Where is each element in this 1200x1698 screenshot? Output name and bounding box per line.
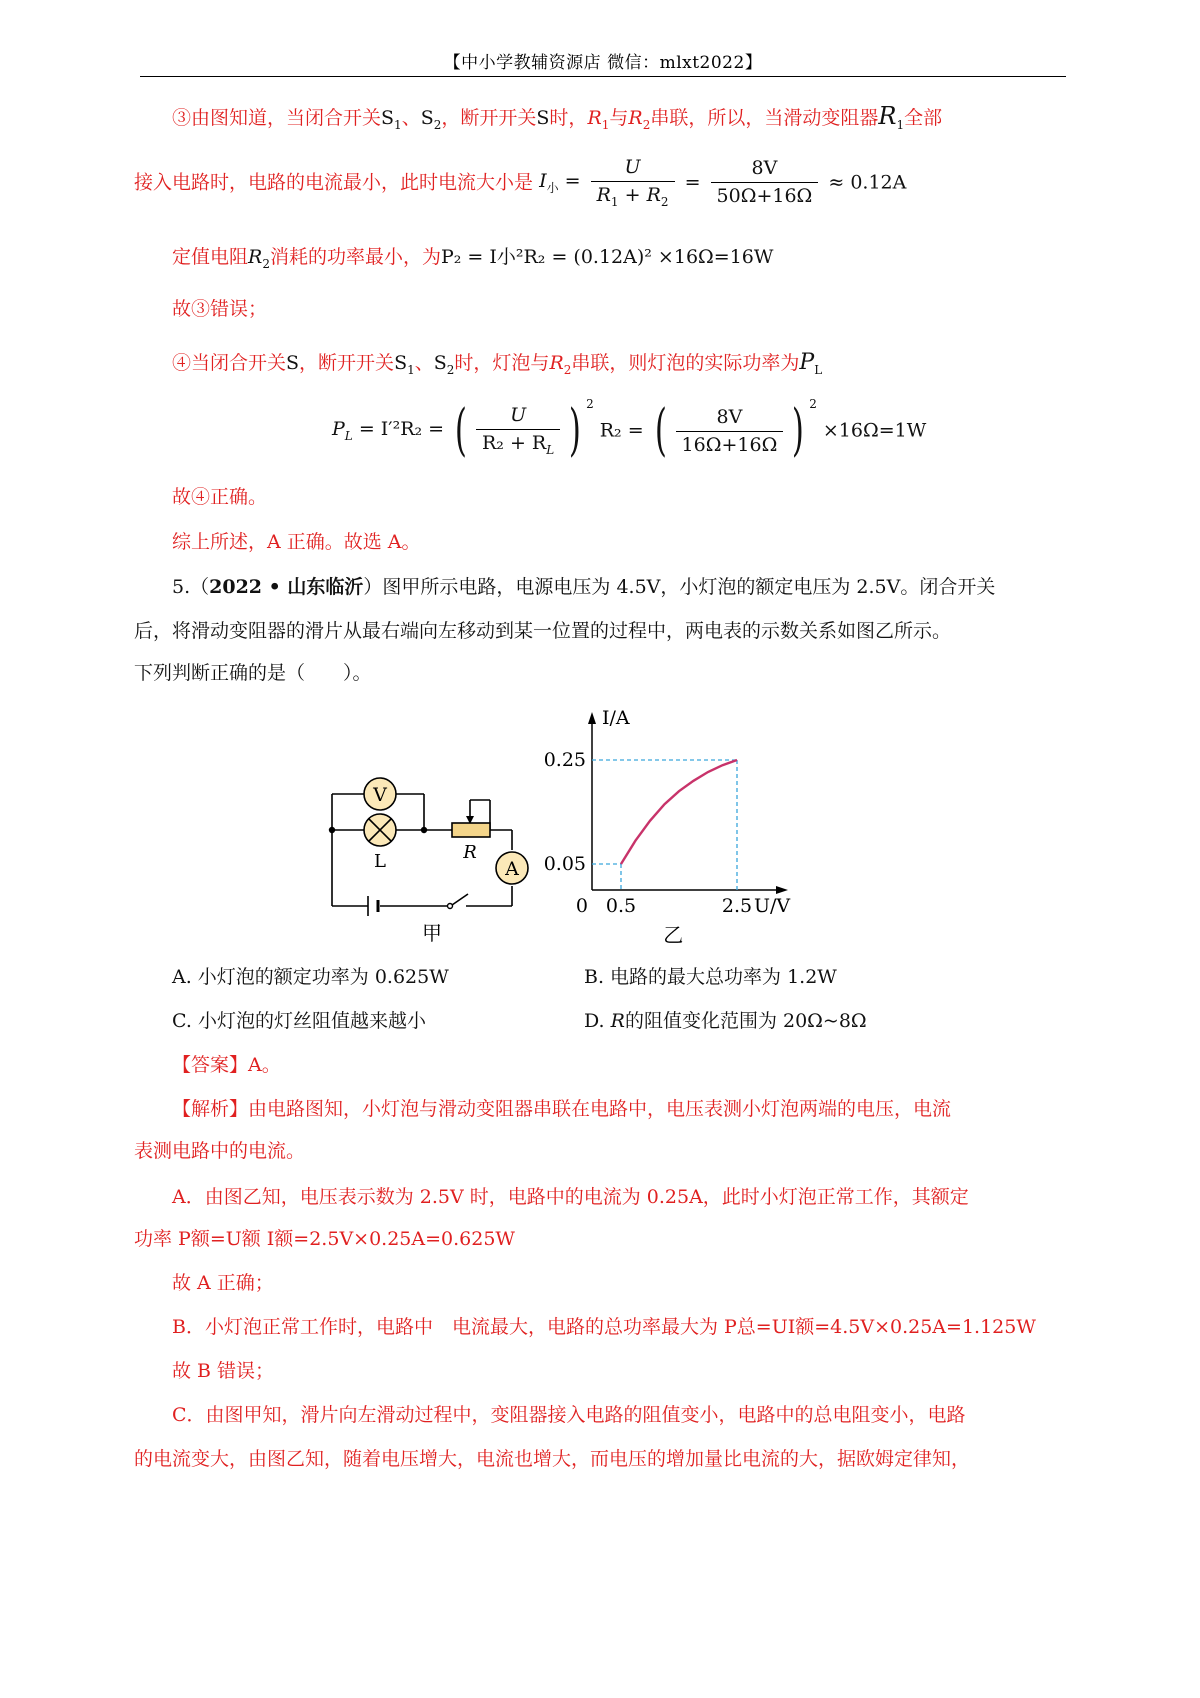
page-header: 【中小学教辅资源店 微信：mlxt2022】	[443, 53, 763, 73]
x-tick-label: 0	[575, 895, 588, 917]
header-rule	[140, 76, 1066, 77]
solution-line-4a: ④当闭合开关S，断开开关$S_1$、$S_2$时，灯泡与$R_2$串联，则灯泡的实际功率为$P_L$	[172, 350, 823, 377]
ammeter-label: A	[505, 858, 519, 880]
analysis-a-line-3: 故 A 正确；	[172, 1272, 274, 1294]
solution-line-3a: ③由图知道，当闭合开关$S_1$、$S_2$，断开开关S时，$R_1$与$R_2$串联，所以，当滑动变阻器$R_1$全部	[172, 102, 943, 132]
analysis-line-2: 表测电路中的电流。	[134, 1140, 306, 1162]
analysis-a-line-1: A．由图乙知，电压表示数为 2.5V 时，电路中的电流为 0.25A，此时小灯泡正常工作，其额定	[172, 1186, 969, 1208]
answer-line: 【答案】A。	[172, 1054, 281, 1076]
x-axis-label: U/V	[754, 895, 791, 917]
analysis-b-line-1: B．小灯泡正常工作时，电路中 电流最大，电路的总功率最大为 P总=UI额=4.5V×0.25A=1.125W	[172, 1316, 1036, 1338]
solution-formula-pl: $P_L = I'^2R_2$ = ( $\frac{U}{R_2 + R_L}$ ) $^2$ R₂ = ( $\frac{8V}{16\Omega+16\Omega}$ ) $^2$ ×16Ω=1W	[332, 397, 927, 463]
solution-line-current: 接入电路时，电路的电流最小，此时电流大小是 $I_小$ = $\frac{U}{R_1 + R_2}$ = $\frac{8V}{50\Omega+16\Omega}$ ≈ 0.12A	[134, 156, 907, 209]
option-b: B. 电路的最大总功率为 1.2W	[584, 966, 837, 988]
circuit-caption: 甲	[422, 921, 442, 945]
voltmeter-label: V	[373, 784, 387, 806]
solution-line-power-r2: 定值电阻$R_2$消耗的功率最小，为P₂ = I小²R₂ = (0.12A)² ×16Ω=16W	[172, 246, 774, 271]
solution-line-3-wrong: 故③错误；	[172, 298, 268, 320]
chart-caption: 乙	[663, 923, 684, 947]
y-axis-label: I/A	[602, 707, 630, 729]
iu-curve	[621, 760, 737, 864]
option-c: C. 小灯泡的灯丝阻值越来越小	[172, 1010, 426, 1032]
option-a: A. 小灯泡的额定功率为 0.625W	[172, 966, 449, 988]
rheostat-label: R	[463, 842, 477, 863]
analysis-line-1: 【解析】由电路图知，小灯泡与滑动变阻器串联在电路中，电压表测小灯泡两端的电压，电流	[172, 1098, 952, 1120]
lamp-label: L	[374, 851, 386, 872]
analysis-c-line-2: 的电流变大，由图乙知，随着电压增大，电流也增大，而电压的增加量比电流的大，据欧姆定律知，	[134, 1448, 971, 1470]
question-5-line-3: 下列判断正确的是（ ）。	[134, 662, 372, 684]
iu-graph	[540, 700, 840, 950]
analysis-a-line-2: 功率 P额=U额 I额=2.5V×0.25A=0.625W	[134, 1228, 515, 1250]
x-tick-label: 2.5	[721, 895, 753, 917]
analysis-c-line-1: C．由图甲知，滑片向左滑动过程中，变阻器接入电路的阻值变小，电路中的总电阻变小，电路	[172, 1404, 966, 1426]
solution-line-4-right: 故④正确。	[172, 486, 268, 508]
option-d: D. R的阻值变化范围为 20Ω~8Ω	[584, 1010, 867, 1032]
x-axis-arrow	[776, 886, 788, 894]
analysis-b-line-2: 故 B 错误；	[172, 1360, 275, 1382]
y-tick-label: 0.05	[543, 853, 586, 875]
x-tick-label: 0.5	[605, 895, 637, 917]
circuit-diagram	[318, 760, 548, 950]
y-axis-arrow	[588, 712, 596, 724]
solution-summary: 综上所述，A 正确。故选 A。	[172, 531, 421, 553]
question-5-line-2: 后，将滑动变阻器的滑片从最右端向左移动到某一位置的过程中，两电表的示数关系如图乙所示。	[134, 620, 952, 642]
y-tick-label: 0.25	[543, 749, 586, 771]
question-5-line-1: 5.（2022 • 山东临沂）图甲所示电路，电源电压为 4.5V，小灯泡的额定电压为 2.5V。闭合开关	[172, 576, 996, 598]
